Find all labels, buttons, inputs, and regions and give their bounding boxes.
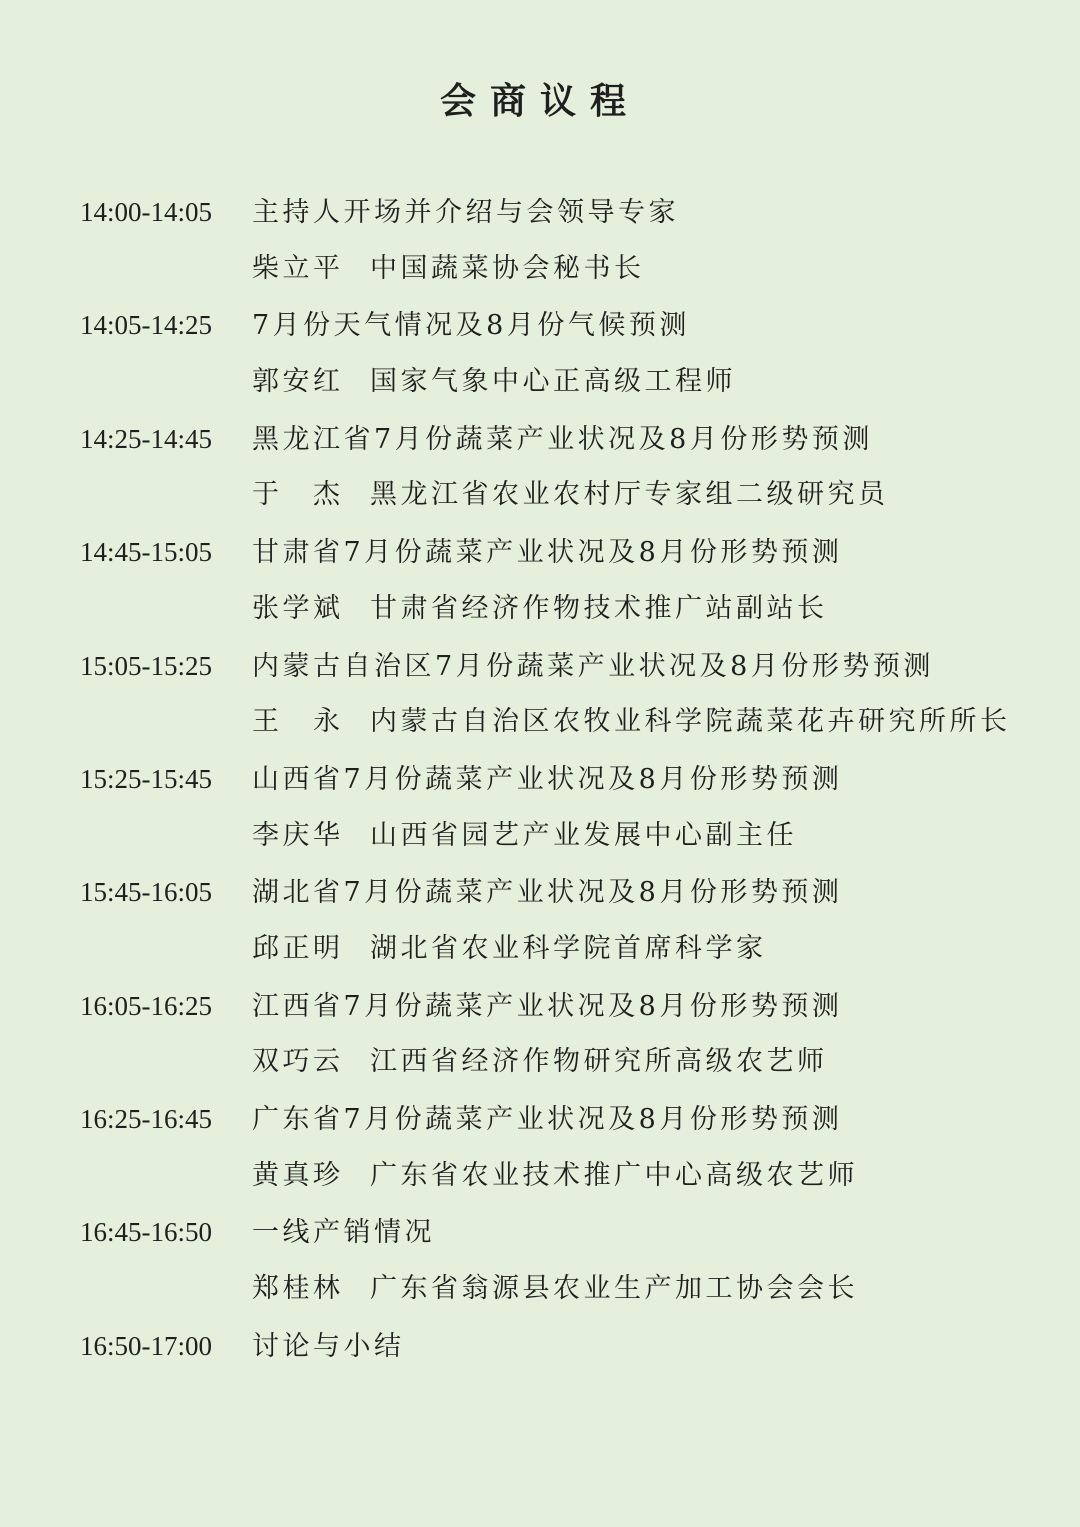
agenda-item bbox=[80, 638, 1040, 751]
speaker-name: 于 杰 bbox=[252, 479, 344, 511]
agenda-time: 14:45-15:05 bbox=[80, 537, 212, 568]
agenda-speaker-line bbox=[80, 921, 1040, 978]
agenda-speaker-line bbox=[80, 1261, 1040, 1318]
speaker-role: 国家气象中心正高级工程师 bbox=[370, 366, 736, 398]
speaker-name: 郭安红 bbox=[252, 366, 344, 398]
agenda-topic: 讨论与小结 bbox=[252, 1330, 405, 1362]
speaker-role: 江西省经济作物研究所高级农艺师 bbox=[370, 1046, 828, 1078]
agenda-time: 14:00-14:05 bbox=[80, 197, 212, 227]
speaker-role: 内蒙古自治区农牧业科学院蔬菜花卉研究所所长 bbox=[370, 706, 1011, 738]
agenda-topic: 山西省7月份蔬菜产业状况及8月份形势预测 bbox=[252, 763, 843, 795]
agenda-time: 16:45-16:50 bbox=[80, 1217, 212, 1248]
agenda-topic: 湖北省7月份蔬菜产业状况及8月份形势预测 bbox=[252, 877, 843, 909]
agenda-time: 16:05-16:25 bbox=[80, 990, 212, 1021]
agenda-topic-line bbox=[80, 638, 1040, 695]
agenda-topic: 7月份天气情况及8月份气候预测 bbox=[252, 310, 690, 342]
agenda-speaker-line bbox=[80, 467, 1040, 524]
speaker-name: 王 永 bbox=[252, 706, 344, 738]
agenda-item bbox=[80, 1204, 1040, 1317]
speaker-role: 湖北省农业科学院首席科学家 bbox=[370, 932, 767, 964]
agenda-item bbox=[80, 1318, 1040, 1375]
agenda-item bbox=[80, 524, 1040, 637]
agenda-topic-line bbox=[80, 411, 1040, 468]
agenda-time: 16:50-17:00 bbox=[80, 1330, 212, 1361]
agenda-topic-line bbox=[80, 864, 1040, 921]
agenda-topic-line bbox=[80, 524, 1040, 581]
speaker-role: 山西省园艺产业发展中心副主任 bbox=[370, 819, 797, 851]
speaker-name: 邱正明 bbox=[252, 932, 344, 964]
agenda-topic: 一线产销情况 bbox=[252, 1217, 435, 1249]
speaker-role: 中国蔬菜协会秘书长 bbox=[370, 252, 645, 284]
agenda-item bbox=[80, 751, 1040, 864]
agenda-time: 15:25-15:45 bbox=[80, 763, 212, 794]
agenda-speaker-line bbox=[80, 694, 1040, 751]
agenda-topic-line bbox=[80, 1204, 1040, 1261]
speaker-name: 李庆华 bbox=[252, 819, 344, 851]
agenda-speaker-line bbox=[80, 354, 1040, 411]
page-title: 会商议程 bbox=[439, 80, 640, 122]
agenda-time: 16:25-16:45 bbox=[80, 1104, 212, 1134]
agenda-time: 14:05-14:25 bbox=[80, 310, 212, 341]
speaker-role: 广东省农业技术推广中心高级农艺师 bbox=[370, 1159, 858, 1191]
agenda-item bbox=[80, 978, 1040, 1091]
agenda-topic: 黑龙江省7月份蔬菜产业状况及8月份形势预测 bbox=[252, 423, 873, 455]
agenda-time: 14:25-14:45 bbox=[80, 423, 212, 454]
agenda-speaker-line bbox=[80, 808, 1040, 865]
agenda-topic-line bbox=[80, 978, 1040, 1035]
agenda-speaker-line bbox=[80, 1148, 1040, 1205]
agenda-item bbox=[80, 864, 1040, 977]
agenda-topic-line bbox=[80, 1091, 1040, 1148]
agenda-topic-line bbox=[80, 184, 1040, 241]
speaker-name: 张学斌 bbox=[252, 592, 344, 624]
speaker-role: 甘肃省经济作物技术推广站副站长 bbox=[370, 592, 828, 624]
agenda-topic-line bbox=[80, 1318, 1040, 1375]
agenda-topic: 内蒙古自治区7月份蔬菜产业状况及8月份形势预测 bbox=[252, 650, 934, 682]
speaker-role: 黑龙江省农业农村厅专家组二级研究员 bbox=[370, 479, 889, 511]
speaker-name: 柴立平 bbox=[252, 252, 344, 284]
agenda-topic: 广东省7月份蔬菜产业状况及8月份形势预测 bbox=[252, 1104, 843, 1135]
agenda-time: 15:05-15:25 bbox=[80, 650, 212, 681]
agenda-speaker-line bbox=[80, 1034, 1040, 1091]
agenda-speaker-line bbox=[80, 241, 1040, 298]
agenda-list bbox=[80, 184, 1040, 1374]
agenda-time: 15:45-16:05 bbox=[80, 877, 212, 908]
speaker-name: 郑桂林 bbox=[252, 1273, 344, 1305]
agenda-topic-line bbox=[80, 297, 1040, 354]
agenda-topic: 主持人开场并介绍与会领导专家 bbox=[252, 197, 679, 228]
speaker-name: 黄真珍 bbox=[252, 1159, 344, 1191]
speaker-name: 双巧云 bbox=[252, 1046, 344, 1078]
agenda-topic-line bbox=[80, 751, 1040, 808]
agenda-item bbox=[80, 297, 1040, 410]
agenda-item bbox=[80, 184, 1040, 297]
speaker-role: 广东省翁源县农业生产加工协会会长 bbox=[370, 1273, 858, 1305]
agenda-topic: 甘肃省7月份蔬菜产业状况及8月份形势预测 bbox=[252, 537, 843, 569]
agenda-speaker-line bbox=[80, 581, 1040, 638]
agenda-item bbox=[80, 411, 1040, 524]
agenda-topic: 江西省7月份蔬菜产业状况及8月份形势预测 bbox=[252, 990, 843, 1022]
agenda-item bbox=[80, 1091, 1040, 1204]
